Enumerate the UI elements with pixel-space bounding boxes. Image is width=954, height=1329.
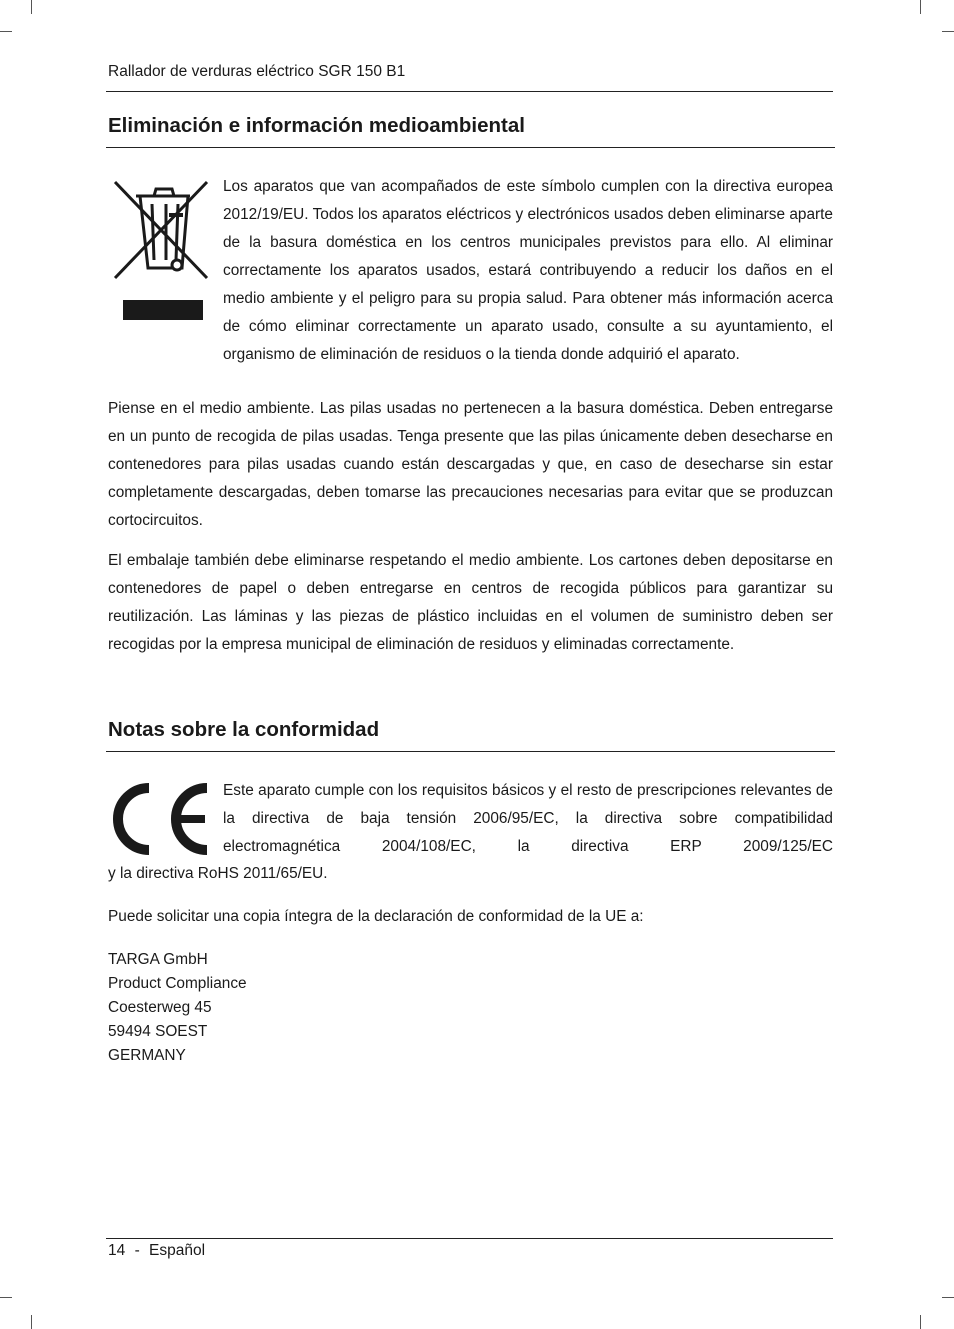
page-footer bbox=[108, 1242, 205, 1260]
paragraph-batteries: Piense en el medio ambiente. Las pilas usadas no pertenecen a la basura doméstica. Deben entregarse en un punto de recogida de pilas usadas. Tenga presente que las pilas únicamente deben desecharse en contenedores para pilas usadas cuando están descargadas y que, en caso de desecharse sin estar completamente descargadas, deben tomarse las precauciones necesarias para evitar que se produzcan cortocircuitos. bbox=[108, 400, 833, 529]
paragraph-packaging: El embalaje también debe eliminarse respetando el medio ambiente. Los cartones deben depositarse en contenedores de papel o deben entregarse en centros de recogida públicos para garantizar su reutilización. Las láminas y las piezas de plástico incluidas en el volumen de suministro deben ser recogidas por la empresa municipal de eliminación de residuos y eliminadas correctamente. bbox=[108, 552, 833, 653]
address-line: Product Compliance bbox=[108, 975, 247, 992]
crop-mark bbox=[0, 1297, 12, 1298]
crop-mark bbox=[31, 0, 32, 14]
address-line: 59494 SOEST bbox=[108, 1023, 208, 1040]
crop-mark bbox=[31, 1315, 32, 1329]
footer-rule bbox=[106, 1238, 833, 1239]
paragraph-conformity-end: y la directiva RoHS 2011/65/EU. bbox=[108, 865, 328, 882]
section-rule bbox=[106, 751, 835, 752]
crop-mark bbox=[920, 0, 921, 14]
crop-mark bbox=[942, 31, 954, 32]
page-number: 14 bbox=[108, 1242, 126, 1259]
section-heading-disposal: Eliminación e información medioambiental bbox=[108, 114, 525, 137]
address-block bbox=[108, 948, 247, 1068]
address-line: TARGA GmbH bbox=[108, 951, 208, 968]
paragraph-declaration: Puede solicitar una copia íntegra de la declaración de conformidad de la UE a: bbox=[108, 908, 644, 925]
crop-mark bbox=[942, 1297, 954, 1298]
address-line: Coesterweg 45 bbox=[108, 999, 212, 1016]
paragraph-conformity: Este aparato cumple con los requisitos básicos y el resto de prescripciones relevantes de la directiva de baja tensión 2006/95/EC, la directiva sobre compatibilidad electromagnética 2004/108/EC, la directiva ERP 2009/125/EC bbox=[223, 782, 833, 855]
ce-mark-icon bbox=[107, 782, 211, 856]
footer-separator: - bbox=[134, 1242, 140, 1259]
crossed-out-wheelie-bin-icon bbox=[110, 178, 212, 324]
crop-mark bbox=[920, 1315, 921, 1329]
paragraph-weee: Los aparatos que van acompañados de este símbolo cumplen con la directiva europea 2012/19/EU. Todos los aparatos eléctricos y electrónicos usados deben eliminarse aparte de la basura doméstica en los centros municipales previstos para ello. Al eliminar correctamente los aparatos usados, estará contribuyendo a reducir los daños en el medio ambiente y el peligro para su propia salud. Para obtener más información acerca de cómo eliminar correctamente un aparato usado, consulte a su ayuntamiento, el organismo de eliminación de residuos o la tienda donde adquirió el aparato. bbox=[223, 178, 833, 363]
footer-language: Español bbox=[149, 1242, 206, 1259]
address-line: GERMANY bbox=[108, 1047, 186, 1064]
section-rule bbox=[106, 147, 835, 148]
crop-mark bbox=[0, 31, 12, 32]
running-header: Rallador de verduras eléctrico SGR 150 B1 bbox=[108, 63, 406, 80]
header-rule bbox=[106, 91, 833, 92]
section-heading-conformity: Notas sobre la conformidad bbox=[108, 718, 380, 741]
